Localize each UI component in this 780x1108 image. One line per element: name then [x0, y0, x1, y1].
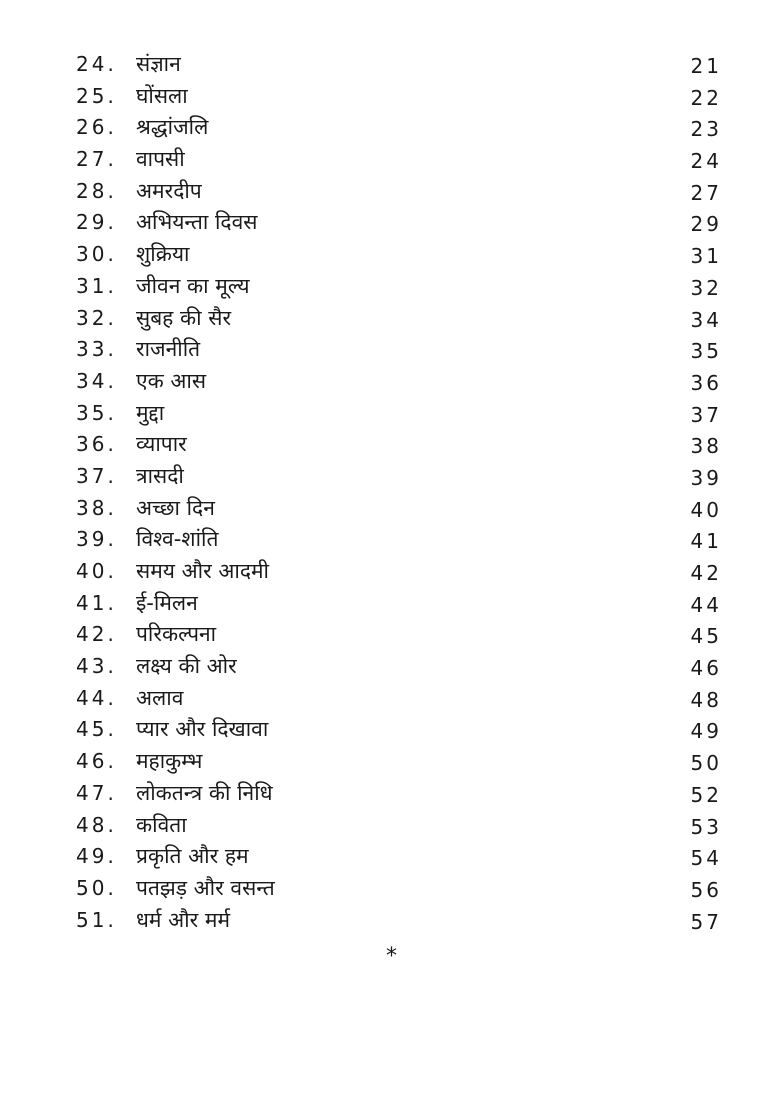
entry-number: 25.	[76, 83, 117, 108]
toc-entry	[0, 906, 780, 938]
entry-page-number: 38	[690, 434, 722, 459]
toc-entry	[0, 715, 780, 747]
entry-number: 31.	[76, 273, 117, 298]
entry-title: धर्म और मर्म	[136, 907, 231, 932]
entry-title: शुक्रिया	[136, 242, 190, 267]
entry-page-number: 54	[690, 846, 722, 871]
entry-number: 34.	[76, 368, 117, 393]
entry-number: 26.	[76, 115, 117, 140]
entry-title: घोंसला	[136, 83, 188, 108]
toc-entry	[0, 50, 780, 82]
toc-entry	[0, 557, 780, 589]
toc-entry	[0, 684, 780, 716]
toc-entry	[0, 113, 780, 145]
entry-title: अच्छा दिन	[136, 495, 215, 520]
entry-page-number: 39	[690, 465, 722, 490]
toc-entry	[0, 620, 780, 652]
entry-page-number: 22	[690, 85, 722, 110]
entry-page-number: 40	[690, 497, 722, 522]
entry-title: समय और आदमी	[136, 559, 269, 583]
toc-entry	[0, 779, 780, 811]
entry-title: संज्ञान	[136, 52, 181, 76]
entry-title: मुद्दा	[136, 400, 165, 425]
entry-title: परिकल्पना	[136, 622, 217, 647]
entry-number: 41.	[76, 590, 117, 615]
entry-number: 48.	[76, 812, 117, 837]
entry-title: अलाव	[136, 685, 184, 710]
entry-number: 36.	[76, 432, 117, 457]
table-of-contents	[0, 50, 780, 937]
entry-number: 50.	[76, 875, 117, 900]
entry-page-number: 36	[690, 370, 722, 395]
entry-page-number: 53	[690, 814, 722, 839]
toc-entry	[0, 525, 780, 557]
entry-number: 35.	[76, 400, 117, 425]
entry-number: 40.	[76, 559, 117, 583]
entry-title: अभियन्ता दिवस	[136, 210, 258, 235]
entry-number: 38.	[76, 495, 117, 520]
entry-title: लोकतन्त्र की निधि	[136, 780, 273, 805]
entry-title: राजनीति	[136, 337, 201, 362]
entry-number: 51.	[76, 907, 117, 932]
entry-page-number: 29	[690, 212, 722, 237]
toc-entry	[0, 652, 780, 684]
entry-number: 37.	[76, 463, 117, 488]
entry-page-number: 23	[690, 117, 722, 142]
toc-entry	[0, 145, 780, 177]
toc-entry	[0, 747, 780, 779]
entry-page-number: 50	[690, 751, 722, 776]
toc-entry	[0, 811, 780, 843]
toc-entry	[0, 367, 780, 399]
entry-number: 44.	[76, 685, 117, 710]
end-asterisk: *	[386, 944, 397, 969]
entry-page-number: 32	[690, 275, 722, 300]
entry-number: 47.	[76, 780, 117, 805]
entry-title: पतझड़ और वसन्त	[136, 875, 275, 900]
entry-title: लक्ष्य की ओर	[136, 654, 237, 679]
entry-page-number: 35	[690, 339, 722, 364]
entry-title: एक आस	[136, 368, 207, 393]
entry-page-number: 45	[690, 624, 722, 649]
entry-title: कविता	[136, 812, 187, 837]
toc-entry	[0, 589, 780, 621]
toc-entry	[0, 240, 780, 272]
toc-entry	[0, 335, 780, 367]
entry-title: प्रकृति और हम	[136, 844, 249, 869]
entry-number: 42.	[76, 622, 117, 647]
entry-page-number: 24	[690, 149, 722, 174]
entry-page-number: 44	[690, 592, 722, 617]
toc-entry	[0, 399, 780, 431]
entry-title: अमरदीप	[136, 178, 202, 203]
entry-page-number: 52	[690, 782, 722, 807]
entry-page-number: 41	[690, 529, 722, 554]
entry-title: विश्व-शांति	[136, 527, 219, 552]
entry-number: 30.	[76, 242, 117, 267]
entry-page-number: 57	[690, 909, 722, 934]
entry-page-number: 31	[690, 244, 722, 269]
entry-page-number: 37	[690, 402, 722, 427]
entry-number: 32.	[76, 305, 117, 330]
entry-number: 24.	[76, 52, 117, 76]
entry-number: 39.	[76, 527, 117, 552]
toc-entry	[0, 208, 780, 240]
toc-entry	[0, 177, 780, 209]
entry-page-number: 21	[690, 54, 722, 78]
entry-page-number: 34	[690, 307, 722, 332]
entry-number: 29.	[76, 210, 117, 235]
toc-entry	[0, 462, 780, 494]
entry-number: 27.	[76, 147, 117, 172]
entry-title: ई-मिलन	[136, 590, 198, 615]
entry-page-number: 56	[690, 877, 722, 902]
toc-entry	[0, 304, 780, 336]
entry-page-number: 27	[690, 180, 722, 205]
entry-title: सुबह की सैर	[136, 305, 232, 330]
toc-entry	[0, 272, 780, 304]
toc-entry	[0, 874, 780, 906]
entry-page-number: 49	[690, 719, 722, 744]
entry-page-number: 42	[690, 561, 722, 585]
entry-page-number: 48	[690, 687, 722, 712]
entry-number: 45.	[76, 717, 117, 742]
entry-title: श्रद्धांजलि	[136, 115, 209, 140]
entry-number: 43.	[76, 654, 117, 679]
entry-page-number: 46	[690, 656, 722, 681]
entry-number: 49.	[76, 844, 117, 869]
entry-number: 33.	[76, 337, 117, 362]
toc-entry	[0, 494, 780, 526]
entry-title: वापसी	[136, 147, 185, 172]
entry-title: त्रासदी	[136, 463, 184, 488]
toc-entry	[0, 842, 780, 874]
entry-title: महाकुम्भ	[136, 749, 203, 774]
entry-title: व्यापार	[136, 432, 187, 457]
entry-title: जीवन का मूल्य	[136, 273, 250, 298]
toc-entry	[0, 430, 780, 462]
entry-title: प्यार और दिखावा	[136, 717, 269, 742]
entry-number: 46.	[76, 749, 117, 774]
entry-number: 28.	[76, 178, 117, 203]
toc-entry	[0, 82, 780, 114]
